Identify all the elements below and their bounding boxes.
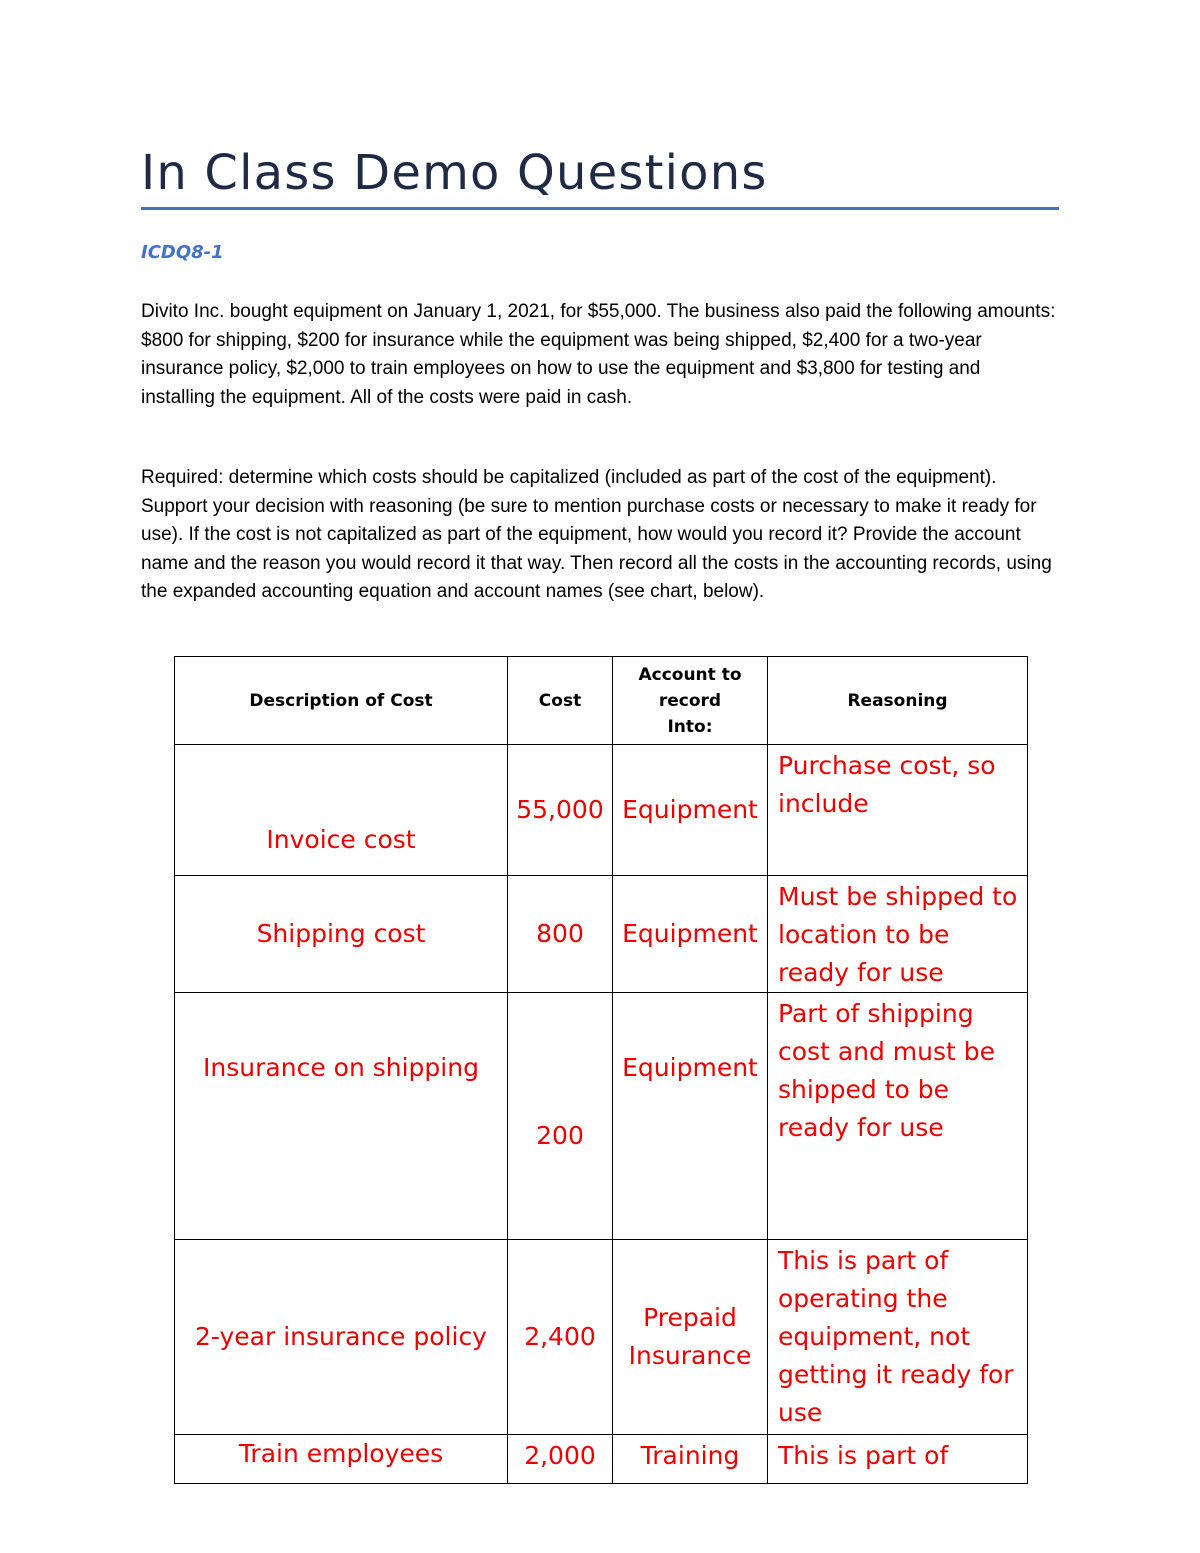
header-reasoning: Reasoning [768, 657, 1028, 745]
table-header-row [175, 657, 1028, 745]
row-description: Insurance on shipping [175, 993, 508, 1240]
row-description: Invoice cost [175, 745, 508, 876]
row-description: Train employees [175, 1435, 508, 1484]
table-row [175, 745, 1028, 876]
header-cost: Cost [508, 657, 613, 745]
row-cost: 800 [508, 876, 613, 993]
required-instructions: Required: determine which costs should be capitalized (included as part of the cost of the equipment). Support your decision with reasoning (be sure to mention purchase costs or necessary to make it ready for use). If the cost is not capitalized as part of the equipment, how would you record it? Provide the account name and the reason you would record it that way. Then record all the costs in the accounting records, using the expanded accounting equation and account names (see chart, below). [141, 467, 1052, 603]
page-title: In Class Demo Questions [141, 145, 768, 201]
row-cost: 2,400 [508, 1240, 613, 1435]
row-reasoning: Purchase cost, so include [768, 745, 1028, 876]
header-account-label: Account to record Into: [638, 664, 742, 737]
row-reasoning: This is part of [768, 1435, 1028, 1484]
row-cost: 200 [508, 993, 613, 1240]
table-row [175, 993, 1028, 1240]
row-reasoning: Must be shipped to location to be ready for use [768, 876, 1028, 993]
row-description: 2-year insurance policy [175, 1240, 508, 1435]
row-account: Prepaid Insurance [613, 1240, 768, 1435]
row-account: Equipment [613, 745, 768, 876]
table-row [175, 876, 1028, 993]
title-underline [141, 207, 1059, 210]
row-description: Shipping cost [175, 876, 508, 993]
table-row [175, 1240, 1028, 1435]
cost-table [174, 656, 1028, 1484]
row-account: Training [613, 1435, 768, 1484]
question-id: ICDQ8-1 [141, 242, 224, 263]
row-cost: 2,000 [508, 1435, 613, 1484]
header-account [613, 657, 768, 745]
row-account: Equipment [613, 993, 768, 1240]
row-cost: 55,000 [508, 745, 613, 876]
row-reasoning: This is part of operating the equipment, not getting it ready for use [768, 1240, 1028, 1435]
header-description: Description of Cost [175, 657, 508, 745]
row-account: Equipment [613, 876, 768, 993]
row-reasoning: Part of shipping cost and must be shipped to be ready for use [768, 993, 1028, 1240]
table-row [175, 1435, 1028, 1484]
problem-statement: Divito Inc. bought equipment on January 1, 2021, for $55,000. The business also paid the following amounts: $800 for shipping, $200 for insurance while the equipment was being shipped, $2,400 for a two-year insurance policy, $2,000 to train employees on how to use the equipment and $3,800 for testing and installing the equipment. All of the costs were paid in cash. [141, 301, 1056, 408]
